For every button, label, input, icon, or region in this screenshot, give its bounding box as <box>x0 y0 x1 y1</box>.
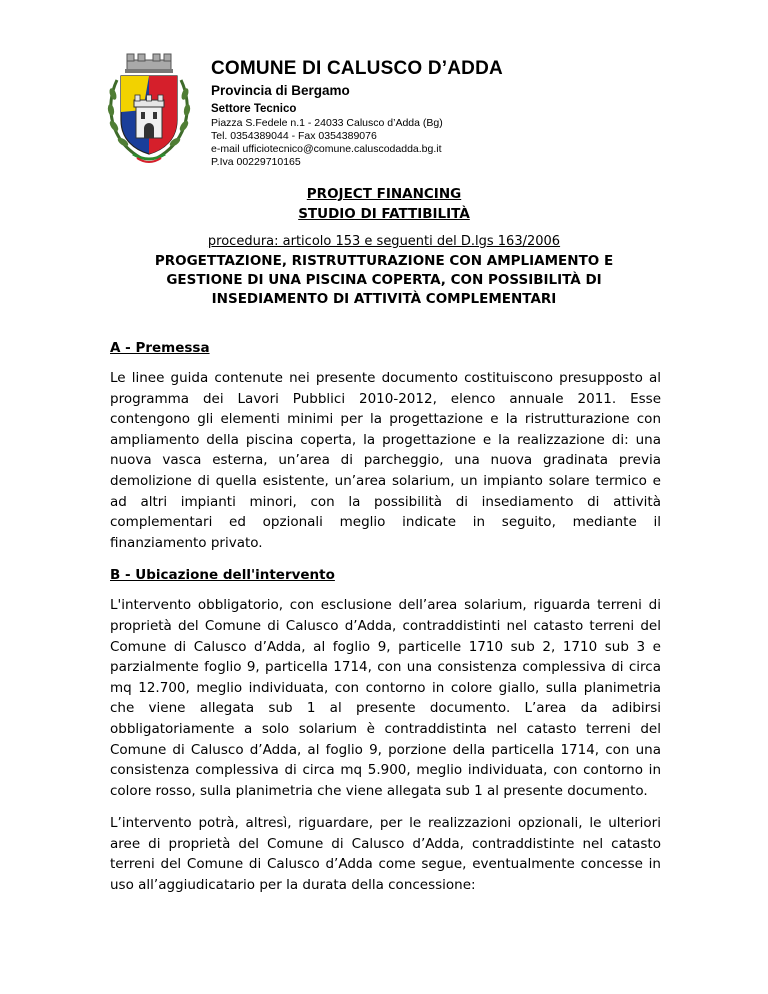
address-line: Piazza S.Fedele n.1 - 24033 Calusco d’Adda (Bg) <box>211 117 443 129</box>
subject-line-2: GESTIONE DI UNA PISCINA COPERTA, CON POSSIBILITÀ DI <box>166 272 602 288</box>
letterhead <box>103 50 703 170</box>
municipality-name: COMUNE DI CALUSCO D’ADDA <box>211 58 503 79</box>
title-project-financing: PROJECT FINANCING <box>306 186 462 202</box>
letterhead-text <box>211 58 503 169</box>
crown <box>125 54 173 73</box>
subject-line-3: INSEDIAMENTO DI ATTIVITÀ COMPLEMENTARI <box>211 291 557 307</box>
department-name: Settore Tecnico <box>211 103 297 115</box>
section-heading-premessa: A - Premessa <box>110 340 210 356</box>
procedure-reference: procedura: articolo 153 e seguenti del D.lgs 163/2006 <box>207 234 561 249</box>
phone-fax-line: Tel. 0354389044 - Fax 0354389076 <box>211 130 377 142</box>
document-body <box>110 338 661 896</box>
document-title-block <box>100 184 668 309</box>
subject-line-1: PROGETTAZIONE, RISTRUTTURAZIONE CON AMPLIAMENTO E <box>154 253 614 269</box>
title-feasibility-study: STUDIO DI FATTIBILITÀ <box>298 206 470 222</box>
province-name: Provincia di Bergamo <box>211 83 350 98</box>
premessa-paragraph: Le linee guida contenute nei presente documento costituiscono presupposto al programma dei Lavori Pubblici 2010-2012, elenco annuale 2011. Esse contengono gli elementi minimi per la progettazione e la ristrutturazione con ampliamento della piscina coperta, la progettazione e la realizzazione di: una nuova vasca esterna, un’area di parcheggio, una nuova gradinata previa demolizione di quella esistente, un’area solarium, un impianto solare termico e ad altri impianti minori, con la possibilità di insediamento di attività complementari ed opzionali meglio indicate in seguito, mediante il finanziamento privato. <box>110 370 661 551</box>
tower <box>134 95 164 138</box>
ubicazione-paragraph-1: L'intervento obbligatorio, con esclusione dell’area solarium, riguarda terreni di proprietà del Comune di Calusco d’Adda, contraddistinti nel catasto terreni del Comune di Calusco d’Adda, al foglio 9, particelle 1710 sub 2, 1710 sub 3 e parzialmente foglio 9, particella 1714, con una consistenza complessiva di circa mq 12.700, meglio individuata, con contorno in colore giallo, sulla planimetria che viene allegata sub 1 al presente documento. L’area da adibirsi obbligatoriamente a solo solarium è contraddistinta nel catasto terreni del Comune di Calusco d’Adda, al foglio 9, porzione della particella 1714, con una consistenza complessiva di circa mq 5.900, meglio individuata, con contorno in colore rosso, sulla planimetria che viene allegata sub 1 al presente documento. <box>110 597 661 799</box>
vat-number-line: P.Iva 00229710165 <box>211 156 301 168</box>
municipal-crest-icon <box>103 50 195 166</box>
ubicazione-paragraph-2: L’intervento potrà, altresì, riguardare, per le realizzazioni opzionali, le ulteriori aree di proprietà del Comune di Calusco d’Adda, contraddistinte nel catasto terreni del Comune di Calusco d’Adda come segue, eventualmente concesse in uso all’aggiudicatario per la durata della concessione: <box>110 815 661 894</box>
section-heading-ubicazione: B - Ubicazione dell'intervento <box>110 567 335 584</box>
email-line: e-mail ufficiotecnico@comune.caluscodadda.bg.it <box>211 143 442 155</box>
